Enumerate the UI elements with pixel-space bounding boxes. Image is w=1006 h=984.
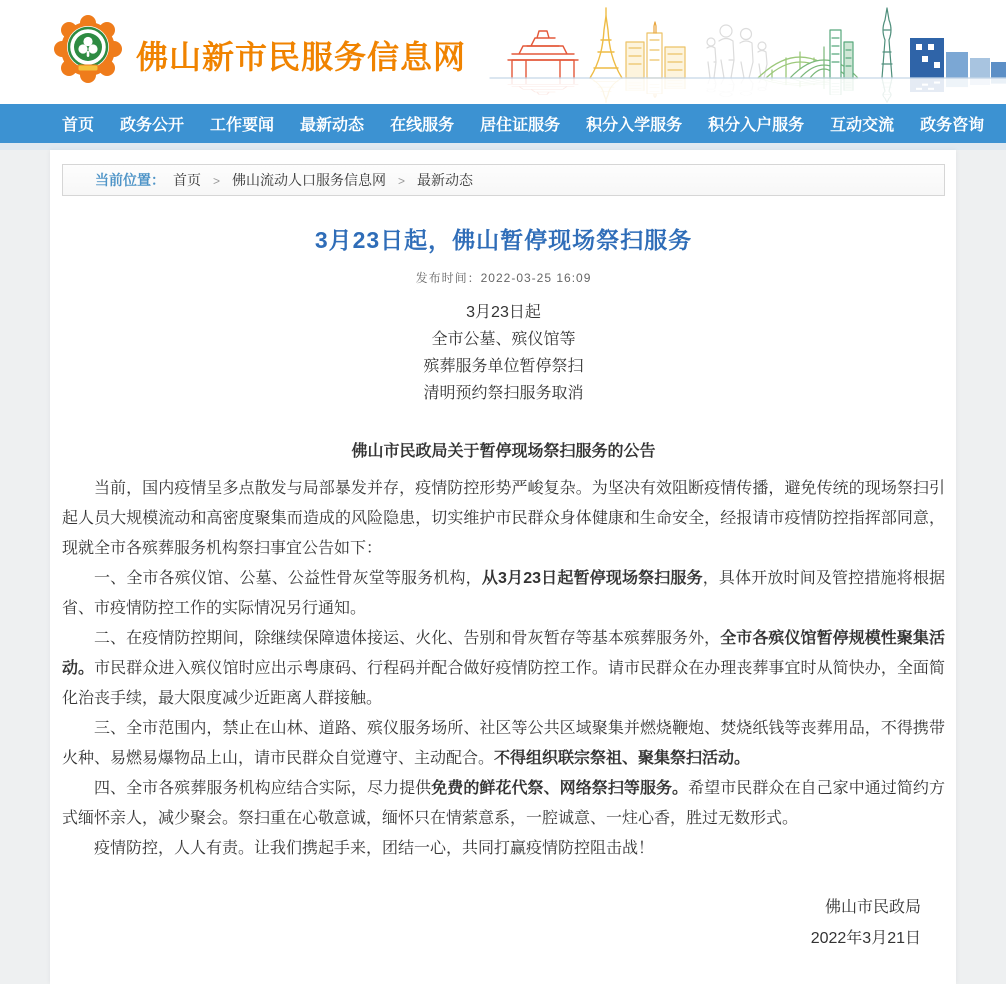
breadcrumb-items xyxy=(173,170,473,190)
paragraph-segment: 一、全市各殡仪馆、公墓、公益性骨灰堂等服务机构， xyxy=(94,570,482,587)
article-title: 3月23日起，佛山暂停现场祭扫服务 xyxy=(314,227,693,253)
intro-line-3: 清明预约祭扫服务取消 xyxy=(423,385,584,402)
article-paragraph-4 xyxy=(62,774,945,834)
nav-item-5[interactable]: 居住证服务 xyxy=(480,117,561,134)
breadcrumb-item-2[interactable]: 最新动态 xyxy=(417,172,474,188)
paragraph-segment-bold: 全市各殡仪馆暂停规模性聚集活动。 xyxy=(62,630,945,677)
paragraph-segment: ，具体开放时间及管控措施将根据省、市疫情防控工作的实际情况另行通知。 xyxy=(62,570,945,617)
article-paragraph-3 xyxy=(62,714,945,774)
notice-heading: 佛山市民政局关于暂停现场祭扫服务的公告 xyxy=(351,443,656,460)
signature-line-0: 佛山市民政局 xyxy=(824,899,921,916)
paragraph-segment: 当前，国内疫情呈多点散发与局部暴发并存，疫情防控形势严峻复杂。为坚决有效阻断疫情传播，避免传统的现场祭扫引起人员大规模流动和高密度聚集而造成的风险隐患，切实维护市民群众身体健康和生命安全，经报请市疫情防控指挥部同意，现就全市各殡葬服务机构祭扫事宜公告如下： xyxy=(62,480,945,557)
site-header xyxy=(0,0,1006,104)
publish-time-label: 发布时间： xyxy=(415,271,481,285)
publish-time-value: 2022-03-25 16:09 xyxy=(480,271,592,285)
intro-lines xyxy=(62,299,945,407)
nav-item-1[interactable]: 政务公开 xyxy=(120,117,185,134)
paragraph-segment: 市民群众进入殡仪馆时应出示粤康码、行程码并配合做好疫情防控工作。请市民群众在办理丧葬事宜时从简快办，全面简化治丧手续，最大限度减少近距离人群接触。 xyxy=(62,660,945,707)
intro-line-1: 全市公墓、殡仪馆等 xyxy=(431,331,576,348)
intro-line-0: 3月23日起 xyxy=(466,304,541,321)
intro-line-2: 殡葬服务单位暂停祭扫 xyxy=(423,358,584,375)
article-body xyxy=(62,474,945,864)
signature-line-1: 2022年3月21日 xyxy=(810,930,921,947)
main-nav xyxy=(0,104,1006,143)
nav-bottom-strip xyxy=(0,143,1006,150)
breadcrumb-separator: > xyxy=(398,174,406,188)
paragraph-segment: 疫情防控，人人有责。让我们携起手来，团结一心，共同打赢疫情防控阻击战！ xyxy=(94,840,655,857)
nav-item-7[interactable]: 积分入户服务 xyxy=(708,117,805,134)
article-paragraph-0 xyxy=(62,474,945,564)
nav-item-8[interactable]: 互动交流 xyxy=(830,117,895,134)
nav-item-4[interactable]: 在线服务 xyxy=(390,117,455,134)
breadcrumb-item-0[interactable]: 首页 xyxy=(173,172,201,188)
site-emblem-icon[interactable] xyxy=(52,13,124,85)
signature-block xyxy=(62,892,945,954)
article-paragraph-1 xyxy=(62,564,945,624)
nav-item-9[interactable]: 政务咨询 xyxy=(920,117,985,134)
breadcrumb-label: 当前位置： xyxy=(95,172,165,188)
nav-item-2[interactable]: 工作要闻 xyxy=(210,117,275,134)
city-skyline-illustration xyxy=(490,0,1006,104)
paragraph-segment: 二、在疫情防控期间，除继续保障遗体接运、火化、告别和骨灰暂存等基本殡葬服务外， xyxy=(94,630,721,647)
breadcrumb-item-1[interactable]: 佛山流动人口服务信息网 xyxy=(232,172,387,188)
nav-item-0[interactable]: 首页 xyxy=(62,117,95,134)
article-paragraph-5 xyxy=(62,834,945,864)
breadcrumb-separator: > xyxy=(213,174,221,188)
paragraph-segment-bold: 从3月23日起暂停现场祭扫服务 xyxy=(481,570,703,587)
nav-item-3[interactable]: 最新动态 xyxy=(300,117,365,134)
paragraph-segment-bold: 不得组织联宗祭祖、聚集祭扫活动。 xyxy=(494,750,751,767)
breadcrumb xyxy=(62,164,945,196)
content-card xyxy=(50,150,956,984)
paragraph-segment: 希望市民群众在自己家中通过简约方式缅怀亲人，减少聚会。祭扫重在心敬意诚，缅怀只在情萦意系，一腔诚意、一炷心香，胜过无数形式。 xyxy=(62,780,945,827)
publish-time xyxy=(62,269,945,286)
nav-item-6[interactable]: 积分入学服务 xyxy=(586,117,683,134)
site-title: 佛山新市民服务信息网 xyxy=(136,39,467,75)
article-paragraph-2 xyxy=(62,624,945,714)
paragraph-segment: 三、全市范围内，禁止在山林、道路、殡仪服务场所、社区等公共区域聚集并燃烧鞭炮、焚烧纸钱等丧葬用品，不得携带火种、易燃易爆物品上山，请市民群众自觉遵守、主动配合。 xyxy=(62,720,945,767)
paragraph-segment: 四、全市各殡葬服务机构应结合实际，尽力提供 xyxy=(94,780,432,797)
paragraph-segment-bold: 免费的鲜花代祭、网络祭扫等服务。 xyxy=(431,780,689,797)
